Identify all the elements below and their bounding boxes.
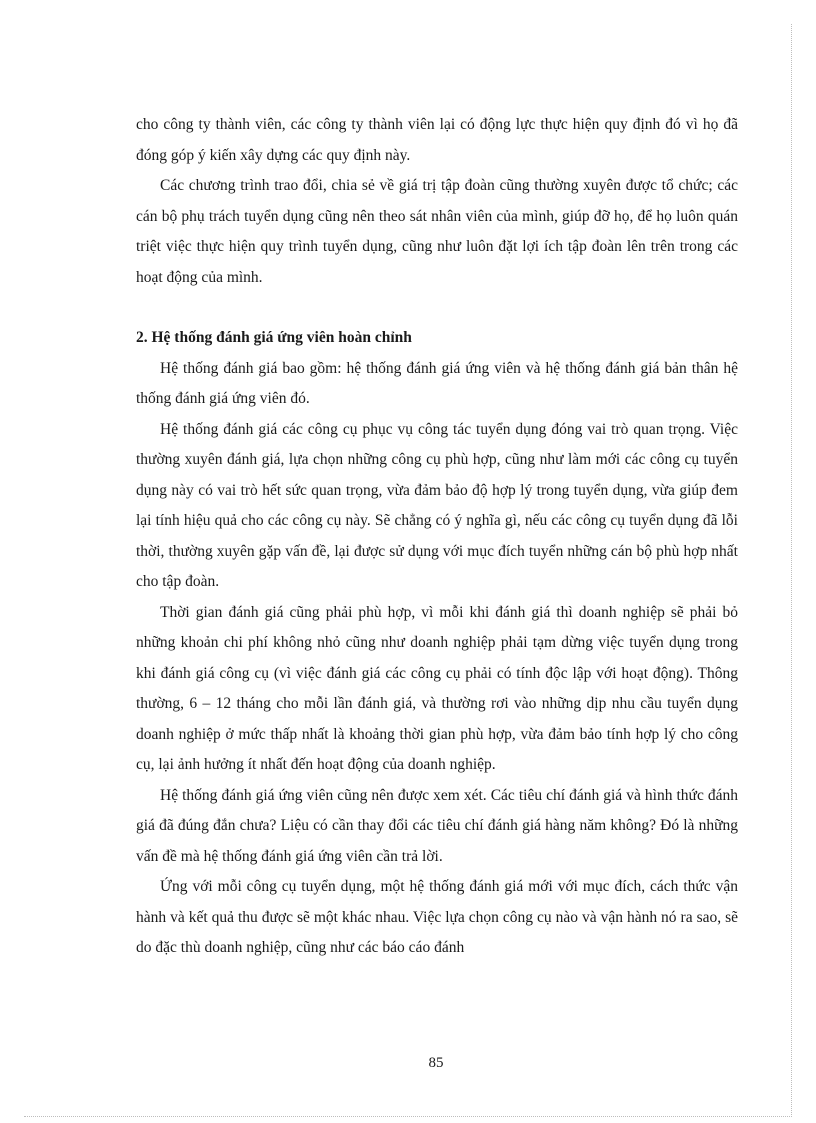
paragraph-candidate-evaluation: Hệ thống đánh giá ứng viên cũng nên được xem xét. Các tiêu chí đánh giá và hình thức đánh giá đã đúng đắn chưa? Liệu có cần thay đổi các tiêu chí đánh giá hàng năm không? Đó là những vấn đề mà hệ thống đánh giá ứng viên cần trả lời.: [136, 786, 738, 865]
paragraph-tool-evaluation: Hệ thống đánh giá các công cụ phục vụ công tác tuyển dụng đóng vai trò quan trọng. Việc thường xuyên đánh giá, lựa chọn những công cụ phù hợp, cũng như làm mới các công cụ tuyển dụng này có vai trò hết sức quan trọng, vừa đảm bảo độ hợp lý trong tuyển dụng, vừa giúp đem lại tính hiệu quả cho các công cụ này. Sẽ chẳng có ý nghĩa gì, nếu các công cụ tuyển dụng đã lỗi thời, thường xuyên gặp vấn đề, lại được sử dụng với mục đích tuyển những cán bộ phù hợp nhất cho tập đoàn.: [136, 420, 738, 590]
page-border-right: [791, 24, 792, 1117]
paragraph-continuation: cho công ty thành viên, các công ty thành viên lại có động lực thực hiện quy định đó vì họ đã đóng góp ý kiến xây dựng các quy định này.: [136, 116, 738, 164]
section-heading: 2. Hệ thống đánh giá ứng viên hoàn chỉnh: [136, 329, 412, 346]
paragraph-exchange-programs: Các chương trình trao đổi, chia sẻ về giá trị tập đoàn cũng thường xuyên được tổ chức; các cán bộ phụ trách tuyển dụng cũng nên theo sát nhân viên của mình, giúp đỡ họ, để họ luôn quán triệt việc thực hiện quy trình tuyển dụng, cũng như luôn đặt lợi ích tập đoàn lên trên trong các hoạt động của mình.: [136, 177, 738, 286]
paragraph-evaluation-timing: Thời gian đánh giá cũng phải phù hợp, vì mỗi khi đánh giá thì doanh nghiệp sẽ phải bỏ những khoản chi phí không nhỏ cũng như doanh nghiệp phải tạm dừng việc tuyển dụng trong khi đánh giá công cụ (vì việc đánh giá các công cụ phải có tính độc lập với hoạt động). Thông thường, 6 – 12 tháng cho mỗi lần đánh giá, và thường rơi vào những dịp nhu cầu tuyển dụng doanh nghiệp ở mức thấp nhất là khoảng thời gian phù hợp, vừa đảm bảo tính hợp lý cho công cụ, lại ảnh hưởng ít nhất đến hoạt động của doanh nghiệp.: [136, 603, 738, 773]
page-number: 85: [428, 1055, 444, 1071]
paragraph-evaluation-system: Hệ thống đánh giá bao gồm: hệ thống đánh giá ứng viên và hệ thống đánh giá bản thân hệ thống đánh giá ứng viên đó.: [136, 359, 738, 407]
body-text: [136, 110, 738, 964]
page-border-bottom: [24, 1116, 792, 1117]
paragraph-recruitment-tools: Ứng với mỗi công cụ tuyển dụng, một hệ thống đánh giá mới với mục đích, cách thức vận hành và kết quả thu được sẽ một khác nhau. Việc lựa chọn công cụ nào và vận hành nó ra sao, sẽ do đặc thù doanh nghiệp, cũng như các báo cáo đánh: [136, 878, 738, 956]
